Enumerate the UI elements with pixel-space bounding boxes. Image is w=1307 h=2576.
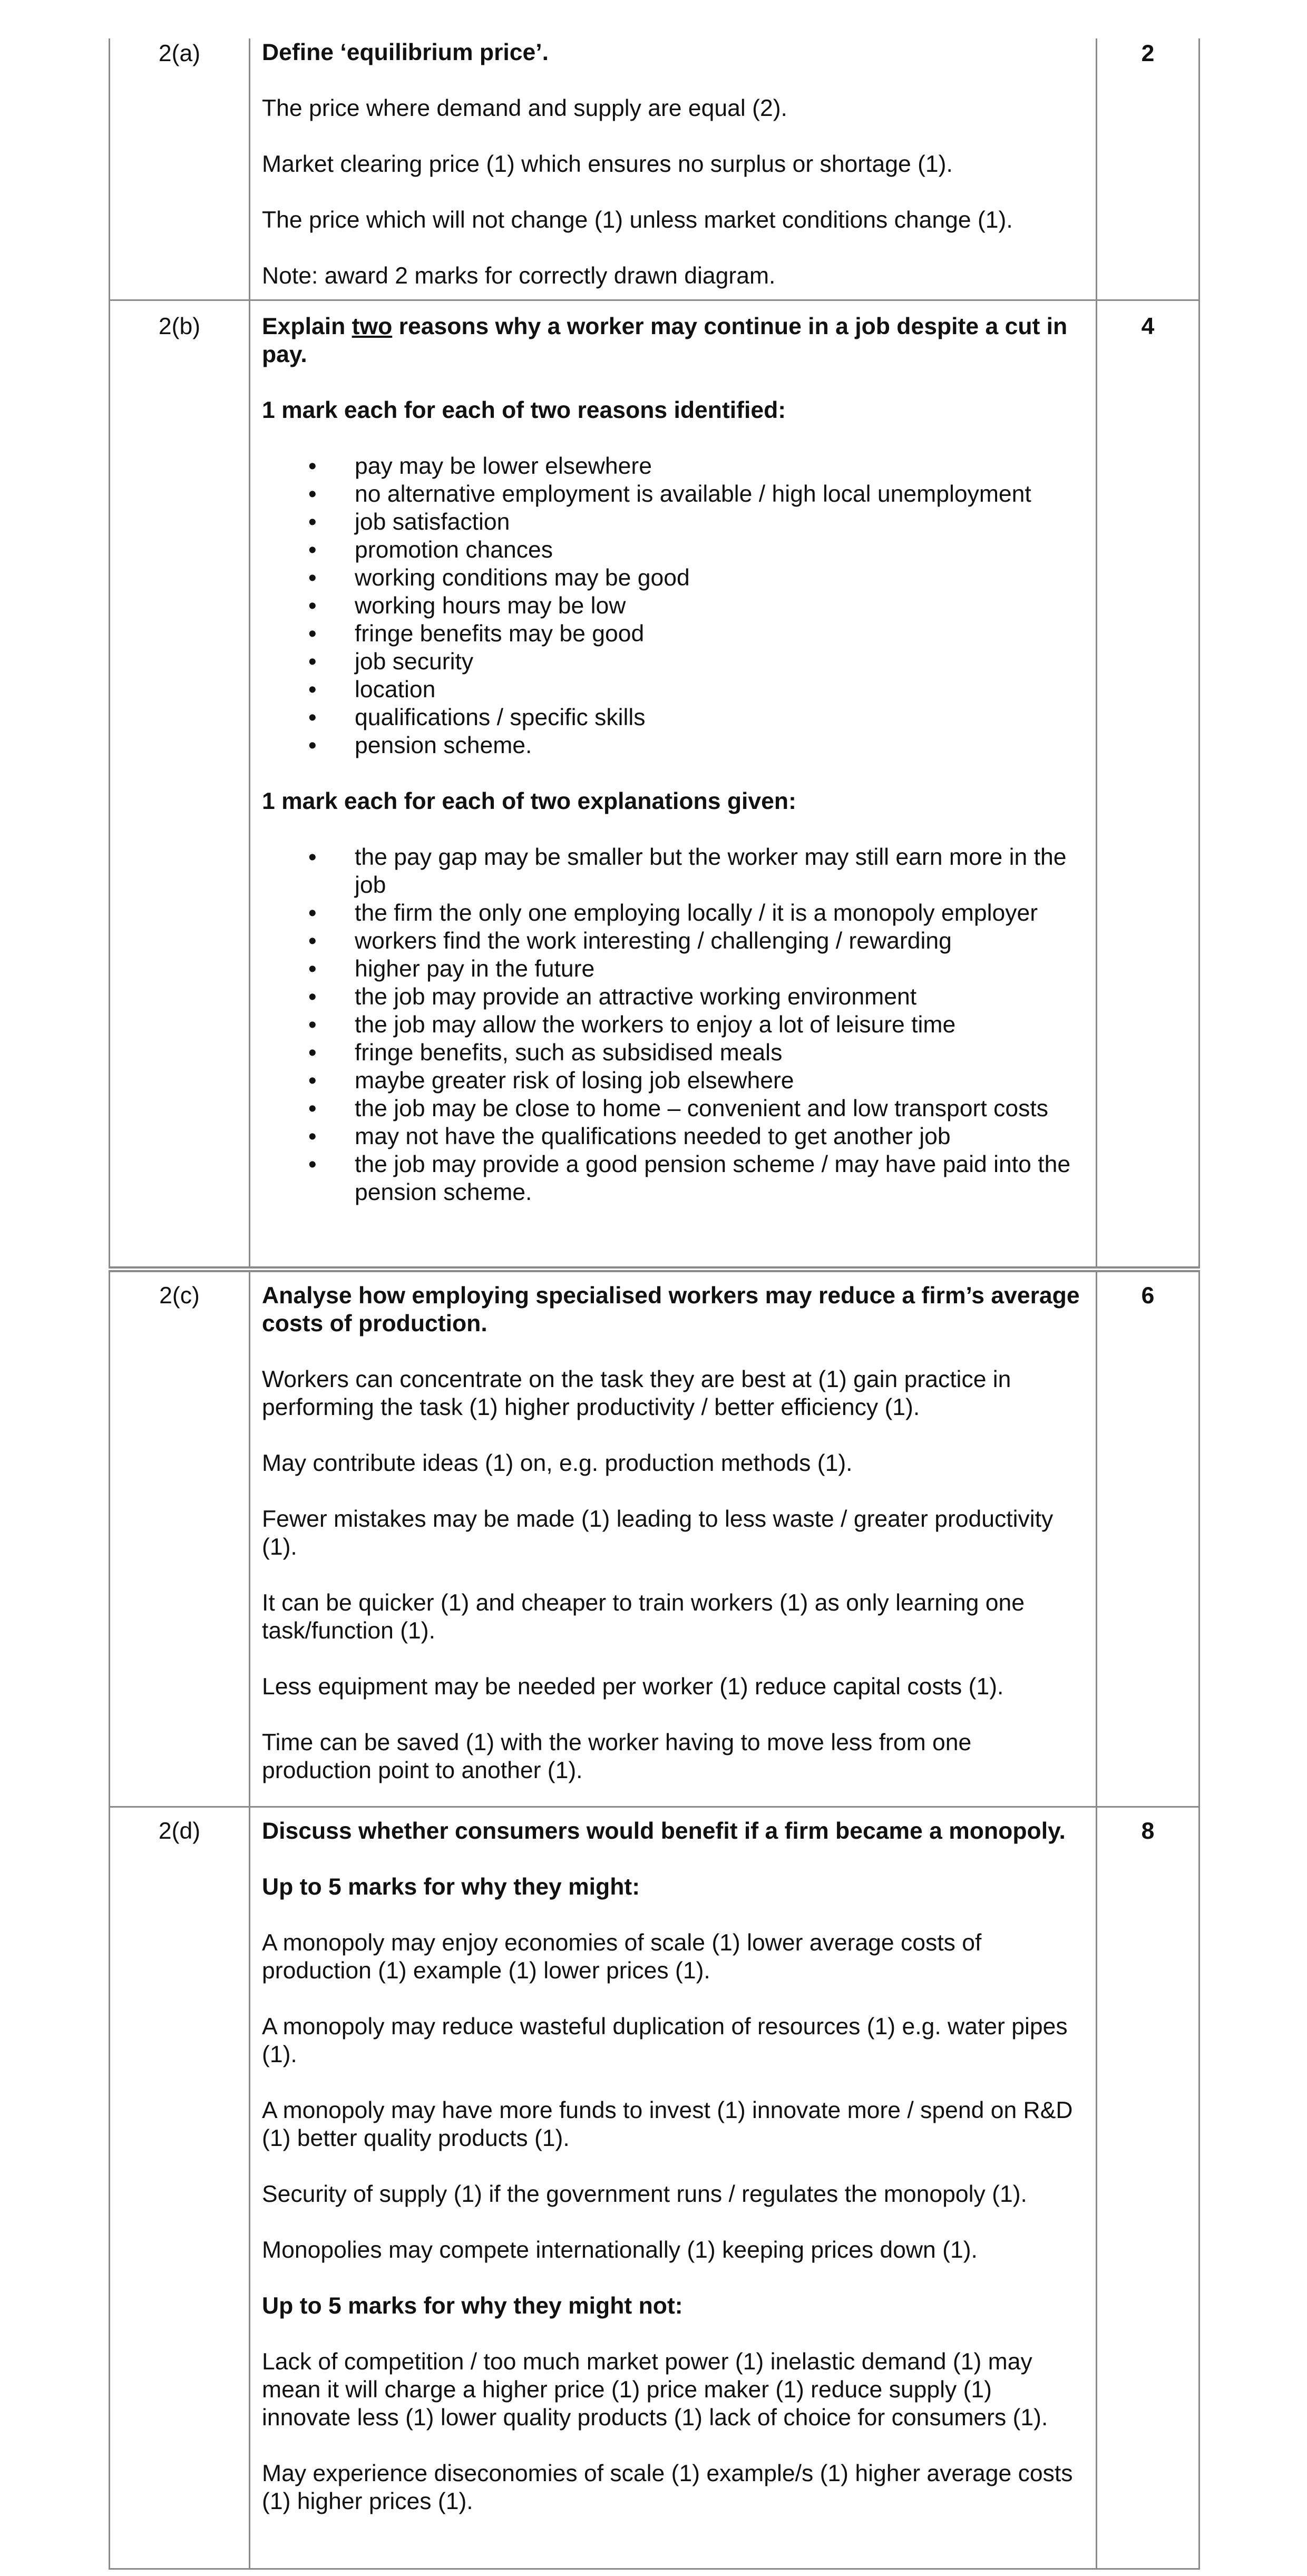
answer-paragraph: Monopolies may compete internationally (1) keeping prices down (1). <box>262 2237 978 2263</box>
section-heading: Up to 5 marks for why they might: <box>262 1874 640 1900</box>
question-number: 2(c) <box>110 1270 250 1807</box>
answer-paragraph: Time can be saved (1) with the worker having to move less from one production point to another (1). <box>262 1730 972 1783</box>
table-row <box>110 1807 1199 2569</box>
question-number: 2(a) <box>110 38 250 300</box>
answer-paragraph: The price which will not change (1) unless market conditions change (1). <box>262 207 1013 233</box>
question-heading: Analyse how employing specialised workers may reduce a firm’s average costs of production. <box>262 1283 1080 1336</box>
question-heading: Define ‘equilibrium price’. <box>262 40 549 65</box>
list-item: • the pay gap may be smaller but the worker may still earn more in the job <box>262 843 1084 899</box>
list-item: • no alternative employment is available / high local unemployment <box>262 480 1084 508</box>
marks-cell: 4 <box>1097 300 1199 1270</box>
question-heading <box>262 313 1084 368</box>
answer-paragraph: Security of supply (1) if the government runs / regulates the monopoly (1). <box>262 2181 1027 2207</box>
list-item: • fringe benefits may be good <box>262 620 1084 648</box>
list-item: • may not have the qualifications needed to get another job <box>262 1123 1084 1150</box>
heading-emphasis: two <box>352 314 393 339</box>
list-item: • the job may provide a good pension scheme / may have paid into the pension scheme. <box>262 1150 1084 1206</box>
answer-paragraph: Workers can concentrate on the task they are best at (1) gain practice in performing the task (1) higher productivity / better efficiency (1). <box>262 1367 1011 1420</box>
list-item: • workers find the work interesting / challenging / rewarding <box>262 927 1084 955</box>
table-row <box>110 38 1199 300</box>
question-heading: Discuss whether consumers would benefit if a firm became a monopoly. <box>262 1818 1066 1844</box>
list-item: • pension scheme. <box>262 731 1084 759</box>
answer-paragraph: Market clearing price (1) which ensures no surplus or shortage (1). <box>262 151 953 177</box>
list-item: • qualifications / specific skills <box>262 704 1084 731</box>
heading-text: Explain <box>262 314 352 339</box>
list-item: • working hours may be low <box>262 592 1084 620</box>
mark-scheme-table <box>109 38 1200 2570</box>
answer-paragraph: It can be quicker (1) and cheaper to train workers (1) as only learning one task/function (1). <box>262 1590 1025 1644</box>
list-item: • pay may be lower elsewhere <box>262 452 1084 480</box>
section-heading: 1 mark each for each of two reasons identified: <box>262 397 786 423</box>
explanations-list <box>262 843 1084 1206</box>
list-item: • the firm the only one employing locally / it is a monopoly employer <box>262 899 1084 927</box>
question-number: 2(b) <box>110 300 250 1270</box>
list-item: • the job may allow the workers to enjoy a lot of leisure time <box>262 1011 1084 1039</box>
answer-paragraph: A monopoly may enjoy economies of scale (1) lower average costs of production (1) example (1) lower prices (1). <box>262 1930 982 1984</box>
list-item: • working conditions may be good <box>262 564 1084 592</box>
question-number: 2(d) <box>110 1807 250 2569</box>
marks-cell: 6 <box>1097 1270 1199 1807</box>
reasons-list <box>262 452 1084 759</box>
table-row <box>110 1270 1199 1807</box>
answer-paragraph: Less equipment may be needed per worker (1) reduce capital costs (1). <box>262 1674 1004 1700</box>
marks-cell: 2 <box>1097 38 1199 300</box>
list-item: • fringe benefits, such as subsidised meals <box>262 1039 1084 1067</box>
heading-text: reasons why a worker may continue in a job despite a cut in pay. <box>262 314 1068 367</box>
list-item: • job security <box>262 648 1084 676</box>
marks-cell: 8 <box>1097 1807 1199 2569</box>
section-heading: Up to 5 marks for why they might not: <box>262 2293 683 2319</box>
answer-paragraph: Note: award 2 marks for correctly drawn diagram. <box>262 263 776 289</box>
list-item: • the job may provide an attractive working environment <box>262 983 1084 1011</box>
list-item: • location <box>262 676 1084 704</box>
list-item: • maybe greater risk of losing job elsewhere <box>262 1067 1084 1095</box>
list-item: • promotion chances <box>262 536 1084 564</box>
table-row <box>110 300 1199 1270</box>
answer-paragraph: A monopoly may have more funds to invest (1) innovate more / spend on R&D (1) better quality products (1). <box>262 2097 1073 2151</box>
answer-cell <box>250 1270 1097 1807</box>
list-item: • the job may be close to home – convenient and low transport costs <box>262 1095 1084 1123</box>
list-item: • higher pay in the future <box>262 955 1084 983</box>
answer-paragraph: A monopoly may reduce wasteful duplication of resources (1) e.g. water pipes (1). <box>262 2014 1068 2067</box>
answer-paragraph: The price where demand and supply are equal (2). <box>262 95 787 121</box>
answer-paragraph: May contribute ideas (1) on, e.g. production methods (1). <box>262 1450 853 1476</box>
answer-cell <box>250 38 1097 300</box>
answer-paragraph: Fewer mistakes may be made (1) leading to less waste / greater productivity (1). <box>262 1506 1054 1560</box>
answer-cell <box>250 300 1097 1270</box>
answer-cell <box>250 1807 1097 2569</box>
answer-paragraph: Lack of competition / too much market power (1) inelastic demand (1) may mean it will charge a higher price (1) price maker (1) reduce supply (1) innovate less (1) lower quality products (1) lack of choice for consumers (1). <box>262 2349 1048 2431</box>
answer-paragraph: May experience diseconomies of scale (1) example/s (1) higher average costs (1) higher prices (1). <box>262 2461 1073 2514</box>
section-heading: 1 mark each for each of two explanations given: <box>262 788 796 814</box>
list-item: • job satisfaction <box>262 508 1084 536</box>
